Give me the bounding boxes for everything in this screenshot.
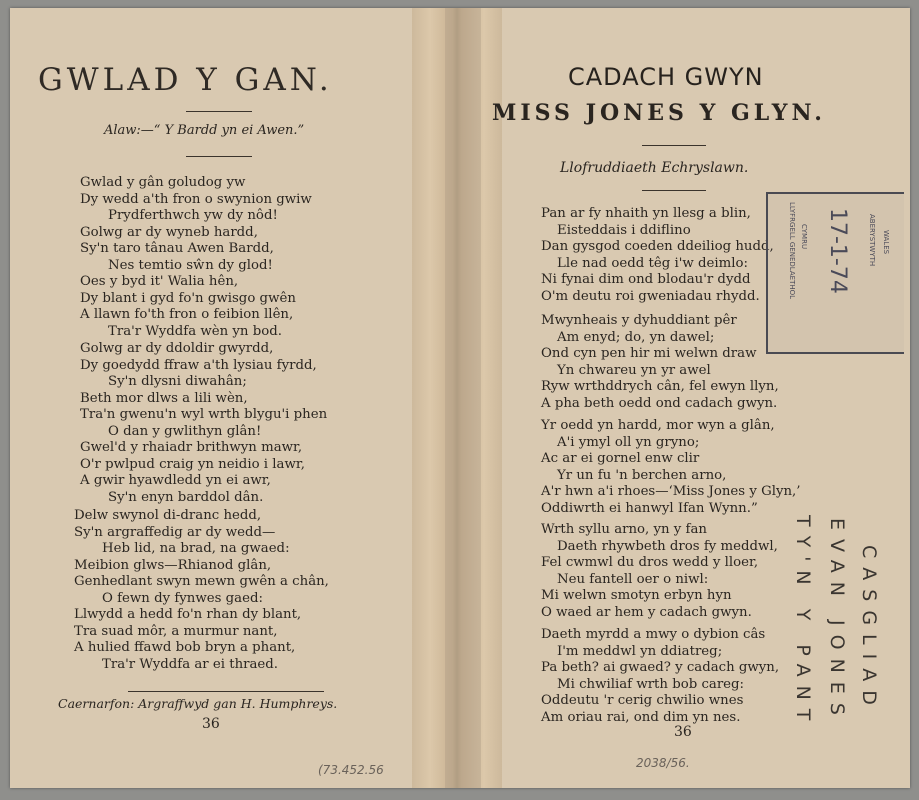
- verse-line: Golwg ar dy wyneb hardd,: [80, 224, 258, 240]
- left-stanza-2: [80, 341, 327, 506]
- verse-line: Sy'n argraffedig ar dy wedd—: [74, 524, 276, 540]
- stamp-line-2: CYMRU: [800, 224, 808, 250]
- verse-line: Pa beth? ai gwaed? y cadach gwyn,: [541, 660, 780, 675]
- verse-line: Tra'r Wyddfa wèn yn bod.: [108, 323, 282, 339]
- collector-name: EVAN JONES: [826, 518, 848, 724]
- right-stanza-5: [541, 627, 779, 726]
- verse-line: A'r hwn a'i rhoes—‘Miss Jones y Glyn,’: [541, 484, 801, 499]
- verse-line: Oes y byd it' Walia hên,: [80, 274, 239, 289]
- collector-place: TY'N Y PANT: [792, 515, 814, 730]
- verse-line: Heb lid, na brad, na gwaed:: [102, 541, 290, 556]
- verse-line: A llawn fo'th fron o feibion llên,: [80, 307, 294, 322]
- stamp-line-4: WALES: [882, 230, 890, 255]
- verse-line: Fel cwmwl du dros wedd y lloer,: [541, 555, 759, 570]
- verse-line: Yn chwareu yn yr awel: [557, 362, 711, 378]
- collection-label: CASGLIAD: [858, 545, 880, 714]
- verse-line: O'm deutu roi gweniadau rhydd.: [541, 288, 760, 304]
- stamp-date: 17-1-74: [825, 208, 850, 294]
- right-stanza-2: [541, 313, 779, 412]
- verse-line: Dy wedd a'th fron o swynion gwiw: [80, 191, 312, 207]
- left-page-title: GWLAD Y GAN.: [38, 62, 333, 98]
- verse-line: Oddeutu 'r cerig chwilio wnes: [541, 693, 744, 708]
- verse-line: Dy blant i gyd fo'n gwisgo gwên: [80, 290, 296, 306]
- verse-line: Gwlad y gân goludog yw: [80, 175, 246, 190]
- left-pencil-note: (73.452.56: [318, 763, 384, 777]
- right-page-subtitle-name: MISS JONES Y GLYN.: [492, 100, 826, 126]
- right-stanza-3: [541, 418, 800, 517]
- verse-line: Ni fynai dim ond blodau'r dydd: [541, 272, 751, 287]
- verse-line: Pan ar fy nhaith yn llesg a blin,: [541, 206, 751, 221]
- verse-line: Tra suad môr, a murmur nant,: [74, 623, 278, 639]
- verse-line: Wrth syllu arno, yn y fan: [541, 522, 707, 537]
- verse-line: O'r pwlpud craig yn neidio i lawr,: [80, 456, 305, 472]
- verse-line: Daeth myrdd a mwy o dybion câs: [541, 627, 766, 642]
- subtitle-rule-right: [642, 190, 706, 191]
- verse-line: I'm meddwl yn ddiatreg;: [557, 643, 723, 659]
- left-stanza-1: [80, 175, 312, 340]
- verse-line: Oddiwrth ei hanwyl Ifan Wynn.”: [541, 500, 758, 516]
- library-stamp: [766, 192, 904, 354]
- verse-line: Genhedlant swyn mewn gwên a chân,: [74, 574, 329, 589]
- right-page-number: 36: [674, 724, 692, 740]
- verse-line: Llwydd a hedd fo'n rhan dy blant,: [74, 607, 302, 622]
- verse-line: Sy'n dlysni diwahân;: [108, 374, 247, 389]
- left-page-number: 36: [202, 716, 220, 732]
- title-rule: [186, 111, 252, 112]
- title-rule-right: [642, 145, 706, 146]
- verse-line: Golwg ar dy ddoldir gwyrdd,: [80, 341, 274, 356]
- right-stanza-4: [541, 522, 778, 621]
- verse-line: Neu fantell oer o niwl:: [557, 571, 709, 587]
- binding-tape: [445, 8, 481, 788]
- verse-line: Tra'r Wyddfa ar ei thraed.: [102, 656, 279, 672]
- printer-imprint: Caernarfon: Argraffwyd gan H. Humphreys.: [58, 696, 338, 711]
- verse-line: Mi chwiliaf wrth bob careg:: [557, 676, 745, 692]
- air-rule: [186, 156, 252, 157]
- right-pencil-note: 2038/56.: [636, 756, 690, 770]
- right-page-title: CADACH GWYN: [568, 63, 764, 91]
- verse-line: Nes temtio sŵn dy glod!: [108, 257, 273, 273]
- left-stanza-3: [74, 508, 329, 673]
- verse-line: Lle nad oedd têg i'w deimlo:: [557, 255, 748, 271]
- air-line: Alaw:—“ Y Bardd yn ei Awen.”: [104, 123, 305, 138]
- verse-line: Sy'n taro tânau Awen Bardd,: [80, 241, 274, 256]
- verse-line: A'i ymyl oll yn gryno;: [557, 434, 700, 450]
- verse-line: Tra'n gwenu'n wyl wrth blygu'i phen: [80, 407, 328, 422]
- footer-rule: [128, 691, 324, 692]
- verse-line: Gwel'd y rhaiadr brithwyn mawr,: [80, 440, 303, 455]
- right-page-subtitle: Llofruddiaeth Echryslawn.: [560, 160, 749, 176]
- verse-line: Dy goedydd ffraw a'th lysiau fyrdd,: [80, 357, 317, 373]
- verse-line: Mwynheais y dyhuddiant pêr: [541, 313, 737, 328]
- verse-line: Ac ar ei gornel enw clir: [541, 451, 700, 466]
- verse-line: Beth mor dlws a lili wèn,: [80, 390, 248, 406]
- right-stanza-1: [541, 206, 774, 305]
- stamp-line-3: ABERYSTWYTH: [868, 214, 876, 267]
- verse-line: Dan gysgod coeden ddeiliog hudd,: [541, 239, 774, 254]
- verse-line: A pha beth oedd ond cadach gwyn.: [541, 395, 778, 411]
- verse-line: Eisteddais i ddiflino: [557, 222, 691, 238]
- verse-line: Delw swynol di-dranc hedd,: [74, 508, 262, 523]
- verse-line: Yr un fu 'n berchen arno,: [557, 467, 727, 483]
- verse-line: Daeth rhywbeth dros fy meddwl,: [557, 538, 778, 554]
- verse-line: O fewn dy fynwes gaed:: [102, 590, 263, 606]
- stamp-line-1: LLYFRGELL GENEDLAETHOL: [788, 202, 796, 300]
- verse-line: A gwir hyawdledd yn ei awr,: [80, 473, 271, 488]
- verse-line: Yr oedd yn hardd, mor wyn a glân,: [541, 418, 775, 433]
- verse-line: A hulied ffawd bob bryn a phant,: [74, 640, 296, 655]
- verse-line: O waed ar hem y cadach gwyn.: [541, 604, 752, 620]
- verse-line: Mi welwn smotyn erbyn hyn: [541, 588, 732, 603]
- verse-line: Sy'n enyn barddol dân.: [108, 489, 264, 505]
- verse-line: Ryw wrthddrych cân, fel ewyn llyn,: [541, 379, 779, 394]
- verse-line: Prydferthwch yw dy nôd!: [108, 208, 278, 223]
- verse-line: Meibion glws—Rhianod glân,: [74, 557, 272, 573]
- verse-line: Ond cyn pen hir mi welwn draw: [541, 346, 757, 361]
- verse-line: Am enyd; do, yn dawel;: [557, 329, 715, 345]
- verse-line: O dan y gwlithyn glân!: [108, 423, 262, 439]
- verse-line: Am oriau rai, ond dim yn nes.: [541, 709, 741, 725]
